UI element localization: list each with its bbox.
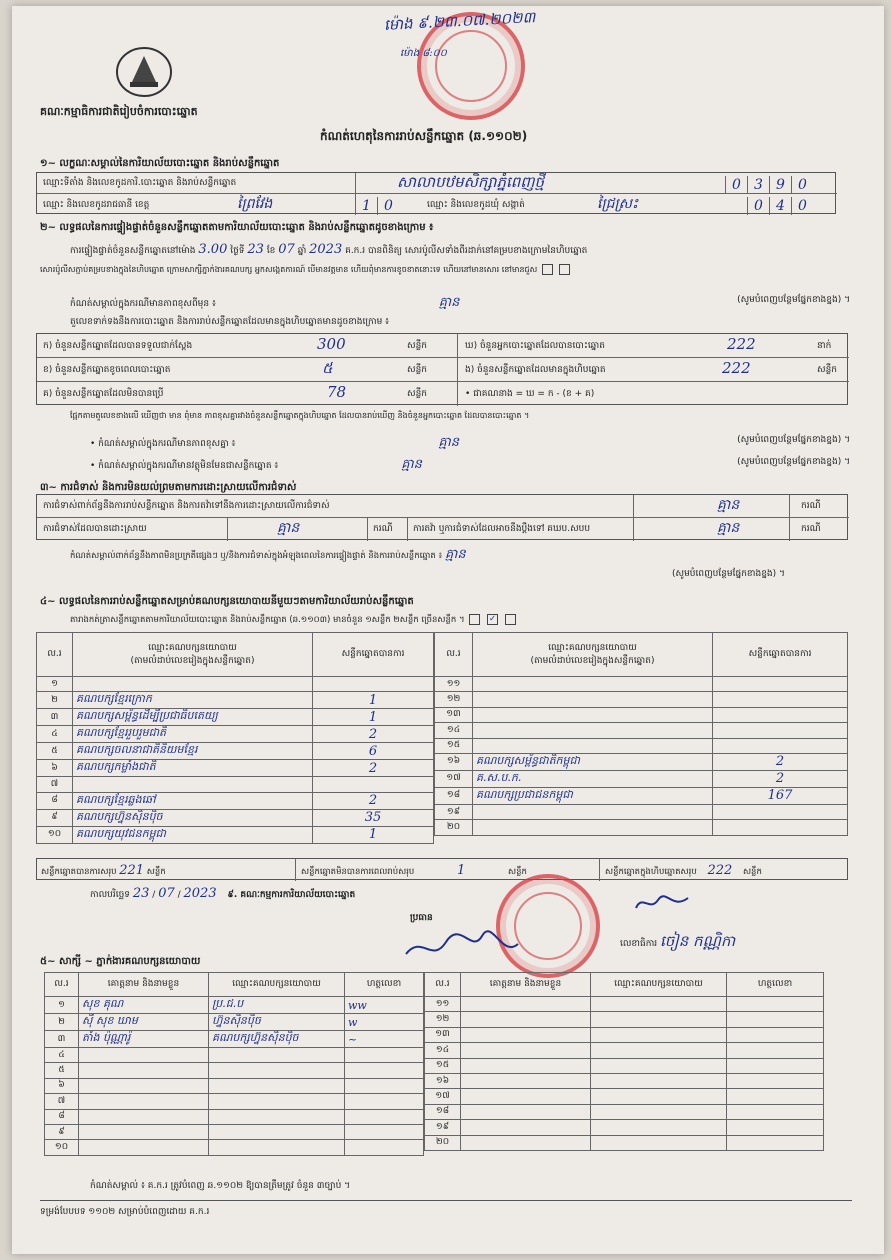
cell-name: ស៊ី សុខ ឃាម: [79, 1014, 209, 1031]
table-row: [425, 1135, 824, 1150]
note-foreign-objects: • កំណត់សម្គាល់ក្នុងករណីមានវត្ថុមិនមែនជាសន្លឹកឆ្នោត ៖ គ្មាន (សូមបំពេញបន្ថែមផ្នែកខាងខ្នង) ។: [90, 457, 850, 472]
total-invalid: សន្លឹកឆ្នោតមិនបានការពេលរាប់សរុប 1 សន្លឹក: [301, 863, 527, 878]
voters-value: 222: [727, 335, 756, 353]
cell-name: [73, 777, 313, 792]
cell-empty: [727, 1104, 824, 1119]
cell-votes: 2: [713, 753, 848, 770]
cell-no: ២០: [435, 820, 473, 835]
cell-name: [79, 1109, 209, 1124]
cell-empty: [461, 1120, 591, 1135]
witness-col-name-right: គោត្តនាម និងនាមខ្លួន: [461, 973, 591, 997]
cell-empty: [461, 1104, 591, 1119]
cell-no: ១០: [45, 1140, 79, 1155]
cell-votes: 167: [713, 787, 848, 804]
cell-name: [473, 820, 713, 835]
cell-no: ១២: [425, 1012, 461, 1027]
cell-votes: [713, 677, 848, 692]
note-difference: • កំណត់សម្គាល់ក្នុងករណីមានភាពខុសគ្នា ៖ គ្មាន (សូមបំពេញបន្ថែមផ្នែកខាងខ្នង) ។: [90, 435, 850, 450]
cell-name: [473, 692, 713, 707]
cell-votes: [713, 723, 848, 738]
cell-no: ១៤: [425, 1043, 461, 1058]
cell-party: [209, 1078, 345, 1093]
cell-no: ៨: [45, 1109, 79, 1124]
table-row: [425, 1043, 824, 1058]
cell-empty: [727, 1135, 824, 1150]
cell-party: [209, 1094, 345, 1109]
cell-no: ១៦: [425, 1073, 461, 1088]
results-table-left: [36, 632, 434, 844]
cell-no: ១៨: [435, 787, 473, 804]
table-row: [425, 997, 824, 1012]
stamp-time-handwriting: ម៉ោង ៨:០០: [400, 48, 447, 59]
chair-signature: [402, 924, 522, 972]
irregularities-suffix: (សូមបំពេញបន្ថែមផ្នែកខាងខ្នង) ។: [672, 569, 785, 579]
cell-name: គណបក្សប្រជាជនកម្ពុជា: [473, 787, 713, 804]
cell-no: ៦: [37, 760, 73, 777]
cell-empty: [727, 1073, 824, 1088]
cell-name: គណបក្សកម្លាំងជាតិ: [73, 760, 313, 777]
cell-votes: 2: [713, 770, 848, 787]
cell-name: គណបក្សខ្មែរឆ្លងឆៅ: [73, 792, 313, 809]
table-row: [435, 753, 848, 770]
cell-empty: [591, 1120, 727, 1135]
cell-party: [209, 1140, 345, 1155]
cell-empty: [591, 997, 727, 1012]
cell-party: [209, 1048, 345, 1063]
cell-empty: [591, 1104, 727, 1119]
cell-no: ២: [45, 1014, 79, 1031]
stamp-date-handwriting: ម៉ោង ៩.២៣.០៧.២០២៣: [383, 8, 536, 34]
section2-heading: ២~ លទ្ធផលនៃការផ្ទៀងផ្ទាត់ចំនួនសន្លឹកឆ្នោតតាមការិយាល័យបោះឆ្នោត និងរាប់សន្លឹកឆ្នោតដូចខាងក្រោម ៖: [40, 222, 434, 233]
table-row: [45, 1124, 424, 1139]
cell-name: [79, 1078, 209, 1093]
cell-votes: 6: [313, 743, 434, 760]
resolved-label: ការជំទាស់ដែលបានដោះស្រាយ: [43, 524, 147, 534]
cell-votes: [713, 738, 848, 753]
section1-table: [36, 172, 836, 214]
cell-empty: [727, 1058, 824, 1073]
witness-table-right: [424, 972, 824, 1151]
tally-sheet-note: តារាងកត់ត្រាសន្លឹកឆ្នោតតាមការិយាល័យបោះឆ្នោត និងរាប់សន្លឹកឆ្នោត (ឆ.១១០៣) មានចំនួន ១សន្លឹក ២សន្លឹក ច្រើនសន្លឹក ។ ✓: [70, 614, 518, 627]
table-row: [37, 760, 434, 777]
spoiled-ballots-value: ៥: [322, 359, 333, 377]
checkbox-2-sheets[interactable]: ✓: [488, 614, 497, 624]
cell-sign: [345, 1140, 424, 1155]
form-sheet: [12, 6, 884, 1254]
table-row: [425, 1120, 824, 1135]
table-row: [425, 1058, 824, 1073]
cell-name: [473, 738, 713, 753]
province-code: 1 0: [355, 195, 399, 215]
cell-name: [473, 677, 713, 692]
complaints-label: ការជំទាស់ពាក់ព័ន្ធនឹងការរាប់សន្លឹកឆ្នោត និងការតវ៉ាទៅនឹងការដោះស្រាយលើការជំទាស់: [43, 501, 330, 511]
cell-sign: [345, 1078, 424, 1093]
cell-empty: [461, 1058, 591, 1073]
cell-no: ១: [45, 997, 79, 1014]
col-votes-right: សន្លឹកឆ្នោតបានការ: [713, 633, 848, 677]
cell-no: ១១: [435, 677, 473, 692]
cell-empty: [727, 1120, 824, 1135]
cell-empty: [591, 1089, 727, 1104]
checkbox-has-seal[interactable]: [542, 264, 553, 275]
cell-name: គណបក្សយុវជនកម្ពុជា: [73, 826, 313, 843]
cell-votes: 1: [313, 709, 434, 726]
cell-sign: [345, 1124, 424, 1139]
cell-party: [209, 1124, 345, 1139]
col-party-right: ឈ្មោះគណបក្សនយោបាយ (តាមលំដាប់លេខរៀងក្នុងសន្លឹកឆ្នោត): [473, 633, 713, 677]
checkbox-many-sheets[interactable]: [505, 614, 516, 625]
col-votes: សន្លឹកឆ្នោតបានការ: [313, 633, 434, 677]
cell-votes: [313, 777, 434, 792]
cell-no: ៧: [37, 777, 73, 792]
table-row: [435, 677, 848, 692]
cell-name: គណបក្សខ្មែររួបរួមជាតិ: [73, 726, 313, 743]
cell-votes: [313, 677, 434, 692]
results-table-right: [434, 632, 848, 836]
seal-check-line: សោរប៉ូលីសភ្ជាប់គម្របខាងក្នុងនៃហិបឆ្នោត ក្រោមសាក្សីភ្នាក់ងារគណបក្ស អ្នកសង្កេតការណ៍ បើមានវត្តមាន ហើយពុំមានការខូចខាតនោះទេ ហើយនៅមានសោរ នៅមានជួស: [40, 264, 850, 276]
table-row: [45, 1094, 424, 1109]
province-label: ឈ្មោះ និងលេខកូដរាជធានី ខេត្ត: [43, 200, 150, 210]
spoiled-ballots-unit: សន្លឹក: [407, 365, 427, 375]
difference-note-line: កំណត់សម្គាល់ក្នុងករណីមានភាពខុសពីមុន ៖ គ្មាន (សូមបំពេញបន្ថែមផ្នែកខាងខ្នង) ។: [70, 295, 850, 310]
cell-votes: [713, 820, 848, 835]
figures-intro: តួលេខទាក់ទងនឹងការបោះឆ្នោត និងការរាប់សន្លឹកឆ្នោតដែលមានក្នុងហិបឆ្នោតមានដូចខាងក្រោម ៖: [70, 317, 390, 327]
cell-empty: [461, 1012, 591, 1027]
cell-votes: 1: [313, 692, 434, 709]
cell-no: ៣: [45, 1031, 79, 1048]
cell-no: ១៧: [425, 1089, 461, 1104]
cell-no: ៥: [45, 1063, 79, 1078]
cell-empty: [591, 1027, 727, 1042]
witness-col-sign-right: ហត្ថលេខា: [727, 973, 824, 997]
cell-name: តាំង ប៉ុណ្ណារ៉ូ: [79, 1031, 209, 1048]
secretary-signature: [632, 890, 692, 920]
checkbox-replaced-seal[interactable]: [559, 264, 570, 275]
cell-votes: 2: [313, 726, 434, 743]
witness-col-no: ល.រ: [45, 973, 79, 997]
received-ballots-unit: សន្លឹក: [407, 341, 427, 351]
witness-col-sign: ហត្ថលេខា: [345, 973, 424, 997]
section3-heading: ៣~ ការជំទាស់ និងការមិនយល់ព្រមតាមការដោះស្រាយលើការជំទាស់: [40, 482, 297, 493]
table-row: [435, 820, 848, 835]
doc-title: កំណត់ហេតុនៃការរាប់សន្លឹកឆ្នោត (ឆ.១១០២): [320, 129, 528, 143]
cell-name: គណបក្សសម្ព័ន្ធដើម្បីប្រជាធិបតេយ្យ: [73, 709, 313, 726]
complaints-table: [36, 494, 848, 540]
cell-empty: [461, 1043, 591, 1058]
cell-name: [473, 804, 713, 819]
cell-name: គ.ស.ប.ក.: [473, 770, 713, 787]
cell-sign: [345, 1048, 424, 1063]
location-code: 0 3 9 0: [725, 174, 813, 194]
cell-name: គណបក្សចលនាជាតិនិយមខ្មែរ: [73, 743, 313, 760]
cell-name: [73, 677, 313, 692]
cell-party: ប្រ.ជ.ប: [209, 997, 345, 1014]
section4-heading: ៤~ លទ្ធផលនៃការរាប់សន្លឹកឆ្នោតសម្រាប់គណបក្សនយោបាយនីមួយៗតាមការិយាល័យរាប់សន្លឹកឆ្នោត: [40, 596, 414, 607]
difference-statement: ផ្អែកតាមតួលេខខាងលើ ឃើញថា មាន ពុំមាន ភាពខុសគ្នារវាងចំនួនសន្លឹកឆ្នោតក្នុងហិបឆ្នោត ដែលបានរាប់ឃើញ និងចំនួនអ្នកបោះឆ្នោត ដែលបានបោះឆ្នោត ។: [70, 411, 530, 420]
cell-empty: [591, 1135, 727, 1150]
totals-row: [36, 858, 848, 880]
cell-name: [79, 1048, 209, 1063]
cell-no: ១: [37, 677, 73, 692]
cell-votes: 2: [313, 760, 434, 777]
cell-no: ៥: [37, 743, 73, 760]
cell-no: ១១: [425, 997, 461, 1012]
cell-votes: [713, 692, 848, 707]
nec-emblem: [112, 42, 176, 100]
cell-no: ២: [37, 692, 73, 709]
voters-label: ឃ) ចំនួនអ្នកបោះឆ្នោតដែលបានបោះឆ្នោត: [465, 341, 605, 351]
table-row: [435, 770, 848, 787]
section5-heading: ៥~ សាក្សី ~ ភ្នាក់ងារគណបក្សនយោបាយ: [40, 956, 201, 967]
table-row: [435, 804, 848, 819]
table-row: [435, 692, 848, 707]
table-row: [45, 997, 424, 1014]
cell-empty: [727, 1089, 824, 1104]
table-row: [425, 1089, 824, 1104]
cell-no: ៨: [37, 792, 73, 809]
table-row: [45, 1048, 424, 1063]
footer-text: ទម្រង់បែបបទ ១១០២ សម្រាប់បំពេញដោយ គ.ក.រ: [40, 1207, 210, 1217]
signature-date-line: កាលបរិច្ឆេទ 23 / 07 / 2023 ៩. គណៈកម្មការការិយាល័យបោះឆ្នោត: [90, 886, 356, 901]
appeals-unit: ករណី: [801, 524, 821, 534]
cell-name: [473, 723, 713, 738]
cell-party: [209, 1109, 345, 1124]
cell-empty: [591, 1058, 727, 1073]
col-no-right: ល.រ: [435, 633, 473, 677]
table-row: [45, 1063, 424, 1078]
chair-label: ប្រធាន: [410, 913, 433, 923]
table-row: [45, 1140, 424, 1155]
table-row: [435, 723, 848, 738]
table-row: [425, 1104, 824, 1119]
commune-value: ជ្រៃស្រះ: [597, 196, 639, 212]
appeals-label: ការតវ៉ា ឬការជំទាស់ដែលអាចនឹងប្តឹងទៅ គឃប.សបប: [413, 524, 591, 534]
cell-no: ៦: [45, 1078, 79, 1093]
cell-no: ១៥: [435, 738, 473, 753]
table-row: [45, 1109, 424, 1124]
cell-no: ១៥: [425, 1058, 461, 1073]
province-value: ព្រៃវែង: [237, 196, 273, 212]
table-row: [435, 787, 848, 804]
appeals-value: គ្មាន: [717, 520, 740, 536]
table-row: [425, 1073, 824, 1088]
cell-empty: [727, 1012, 824, 1027]
table-row: [37, 709, 434, 726]
table-row: [37, 792, 434, 809]
cell-name: [79, 1124, 209, 1139]
box-ballots-label: ង) ចំនួនសន្លឹកឆ្នោតដែលមានក្នុងហិបឆ្នោត: [465, 365, 606, 375]
cell-sign: ww: [345, 997, 424, 1014]
voters-unit: នាក់: [817, 341, 832, 351]
cell-votes: 1: [313, 826, 434, 843]
cell-sign: w: [345, 1014, 424, 1031]
total-in-box: សន្លឹកឆ្នោតក្នុងហិបឆ្នោតសរុប 222 សន្លឹក: [605, 863, 762, 878]
cell-empty: [727, 997, 824, 1012]
cell-sign: [345, 1094, 424, 1109]
table-row: [45, 1014, 424, 1031]
cell-name: សុខ គុណ: [79, 997, 209, 1014]
cell-no: ១៣: [435, 707, 473, 722]
cell-no: ៣: [37, 709, 73, 726]
witness-col-party-right: ឈ្មោះគណបក្សនយោបាយ: [591, 973, 727, 997]
table-row: [45, 1078, 424, 1093]
table-row: [425, 1012, 824, 1027]
cell-empty: [727, 1043, 824, 1058]
witness-col-no-right: ល.រ: [425, 973, 461, 997]
cell-name: [79, 1140, 209, 1155]
unused-ballots-label: គ) ចំនួនសន្លឹកឆ្នោតដែលមិនបានប្រើ: [43, 389, 164, 399]
cell-no: ២០: [425, 1135, 461, 1150]
cell-no: ១៨: [425, 1104, 461, 1119]
cell-no: ៩: [45, 1124, 79, 1139]
table-row: [37, 809, 434, 826]
org-name: គណៈកម្មាធិការជាតិរៀបចំការបោះឆ្នោត: [40, 105, 198, 118]
cell-empty: [461, 1073, 591, 1088]
cell-no: ៤: [37, 726, 73, 743]
cell-empty: [727, 1027, 824, 1042]
cell-no: ៩: [37, 809, 73, 826]
complaints-value: គ្មាន: [717, 497, 740, 513]
cell-name: គណបក្សខ្មែរក្រោក: [73, 692, 313, 709]
figures-table: [36, 333, 848, 405]
cell-name: គណបក្សហ្វ៊ុនស៊ិនប៉ិច: [73, 809, 313, 826]
cell-no: ១០: [37, 826, 73, 843]
box-ballots-value: 222: [722, 359, 751, 377]
witness-table-left: [44, 972, 424, 1156]
cell-sign: [345, 1109, 424, 1124]
cell-party: ហ្វ៊ុនស៊ិនប៉ិច: [209, 1014, 345, 1031]
cell-no: ១២: [435, 692, 473, 707]
cell-no: ១៤: [435, 723, 473, 738]
checkbox-1-sheet[interactable]: [469, 614, 480, 625]
table-row: [435, 707, 848, 722]
cell-party: គណបក្សហ្វ៊ុនស៊ិនប៉ិច: [209, 1031, 345, 1048]
commune-label: ឈ្មោះ និងលេខកូដឃុំ សង្កាត់: [427, 200, 525, 210]
table-row: [45, 1031, 424, 1048]
cell-name: [79, 1063, 209, 1078]
cell-votes: 35: [313, 809, 434, 826]
cell-party: [209, 1063, 345, 1078]
cell-name: [473, 707, 713, 722]
resolved-value: គ្មាន: [277, 520, 300, 536]
cell-no: ១៣: [425, 1027, 461, 1042]
table-row: [37, 777, 434, 792]
box-ballots-unit: សន្លឹក: [817, 365, 837, 375]
cell-empty: [461, 1135, 591, 1150]
table-row: [37, 826, 434, 843]
witness-col-party: ឈ្មោះគណបក្សនយោបាយ: [209, 973, 345, 997]
cell-name: គណបក្សសម្ព័ន្ធជាតិកម្ពុជា: [473, 753, 713, 770]
table-row: [435, 738, 848, 753]
table-row: [37, 677, 434, 692]
cell-empty: [461, 1089, 591, 1104]
cell-empty: [591, 1043, 727, 1058]
cell-no: ១៧: [435, 770, 473, 787]
cell-no: ១៩: [425, 1120, 461, 1135]
section1-heading: ១~ លក្ខណៈសម្គាល់នៃការិយាល័យបោះឆ្នោត និងរាប់សន្លឹកឆ្នោត: [40, 158, 280, 169]
table-row: [37, 692, 434, 709]
resolved-unit: ករណី: [373, 524, 393, 534]
cell-empty: [591, 1073, 727, 1088]
cell-empty: [591, 1012, 727, 1027]
verification-line: ការផ្ទៀងផ្ទាត់ចំនួនសន្លឹកឆ្នោតនៅម៉ោង 3.00 ថ្ងៃទី 23 ខែ 07 ឆ្នាំ 2023 គ.ក.រ បានពិនិត្យ សោរប៉ូលីសទាំងពីរដាក់នៅគម្របខាងក្រោមនៃហិបឆ្នោត: [70, 242, 588, 257]
cell-no: ១៩: [435, 804, 473, 819]
commune-code: 0 4 0: [747, 195, 813, 215]
cell-sign: [345, 1063, 424, 1078]
table-row: [37, 726, 434, 743]
cell-no: ៤: [45, 1048, 79, 1063]
cell-name: [79, 1094, 209, 1109]
received-ballots-label: ក) ចំនួនសន្លឹកឆ្នោតដែលបានទទួលជាក់ស្តែង: [43, 341, 193, 351]
witness-col-name: គោត្តនាម និងនាមខ្លួន: [79, 973, 209, 997]
unused-ballots-unit: សន្លឹក: [407, 389, 427, 399]
location-value: សាលាបឋមសិក្សាភ្នំពេញថ្មី: [397, 173, 545, 191]
col-party: ឈ្មោះគណបក្សនយោបាយ (តាមលំដាប់លេខរៀងក្នុងសន្លឹកឆ្នោត): [73, 633, 313, 677]
section5-note: កំណត់សម្គាល់ ៖ គ.ក.រ ត្រូវបំពេញ ឆ.១១០២ ឱ្យបានត្រឹមត្រូវ ចំនួន ៣ច្បាប់ ។: [90, 1181, 351, 1191]
cell-votes: [713, 804, 848, 819]
cell-no: ៧: [45, 1094, 79, 1109]
cell-no: ១៦: [435, 753, 473, 770]
cell-votes: [713, 707, 848, 722]
cell-empty: [461, 1027, 591, 1042]
spoiled-ballots-label: ខ) ចំនួនសន្លឹកឆ្នោតខូចពេលបោះឆ្នោត: [43, 365, 171, 375]
total-valid: សន្លឹកឆ្នោតបានការសរុប 221 សន្លឹក: [41, 863, 166, 878]
col-no: ល.រ: [37, 633, 73, 677]
cell-sign: ~: [345, 1031, 424, 1048]
table-row: [425, 1027, 824, 1042]
table-row: [37, 743, 434, 760]
complaints-unit: ករណី: [801, 501, 821, 511]
cell-empty: [461, 997, 591, 1012]
formula: • ជាគណនាង = ឃ = ក - (ខ + គ): [465, 389, 595, 399]
secretary-line: លេខាធិការ ចៀន កណ្ណិកា: [620, 932, 736, 950]
irregularities-note: កំណត់សម្គាល់ពាក់ព័ន្ធនឹងភាពមិនប្រក្រតីផ្សេងៗ ឬ/និងការជំទាស់ក្នុងអំឡុងពេលនៃការផ្ទៀងផ្ទាត់ និងការរាប់សន្លឹកឆ្នោត ៖ គ្មាន: [70, 547, 466, 562]
received-ballots-value: 300: [317, 335, 346, 353]
location-label: ឈ្មោះទីតាំង និងលេខកូដការិ.បោះឆ្នោត និងរាប់សន្លឹកឆ្នោត: [43, 178, 237, 188]
unused-ballots-value: 78: [327, 383, 347, 401]
cell-votes: 2: [313, 792, 434, 809]
